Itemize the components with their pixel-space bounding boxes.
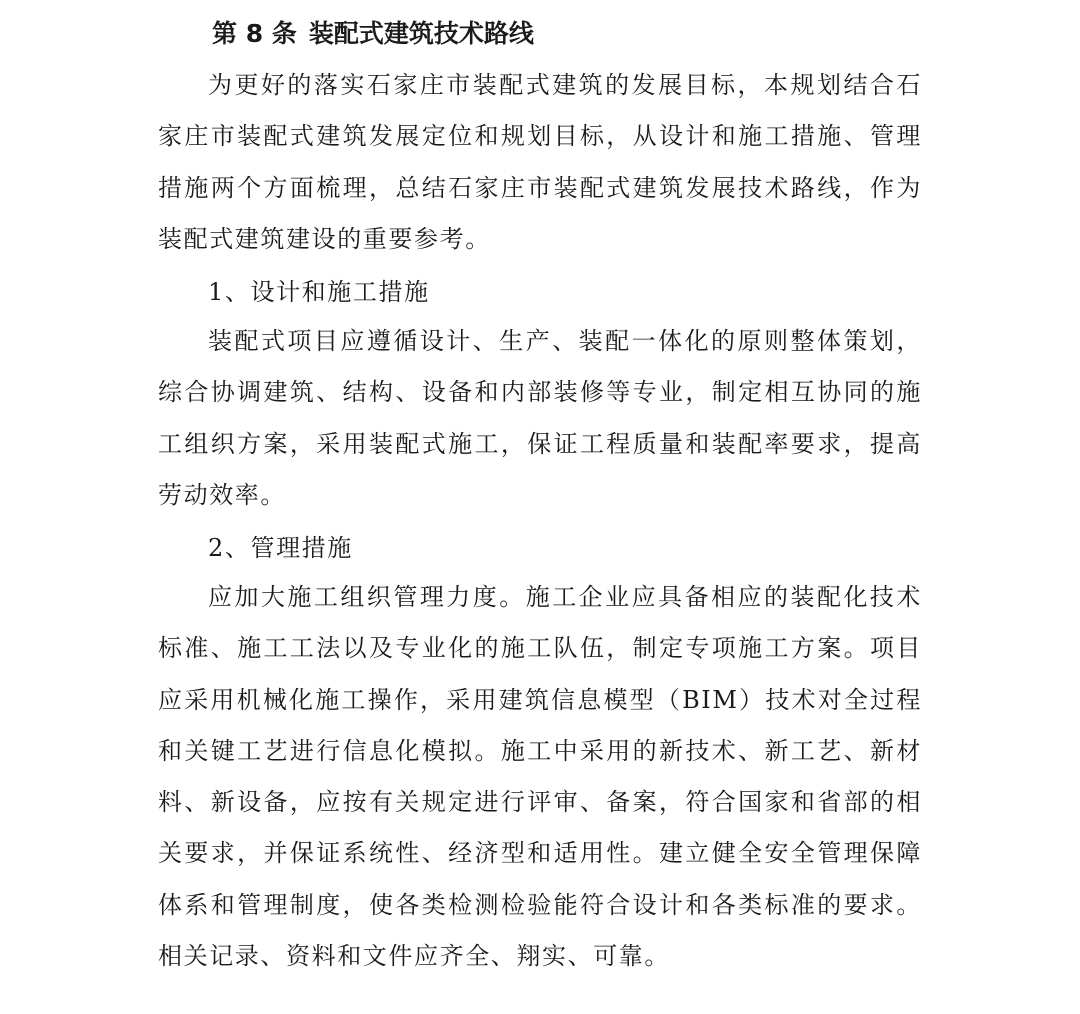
article-heading <box>212 12 534 56</box>
section-heading-management: 2、管理措施 <box>208 534 353 562</box>
section-heading-design-construction: 1、设计和施工措施 <box>208 278 430 306</box>
intro-paragraph: 为更好的落实石家庄市装配式建筑的发展目标，本规划结合石家庄市装配式建筑发展定位和规划目标，从设计和施工措施、管理措施两个方面梳理，总结石家庄市装配式建筑发展技术路线，作为装配式建筑建设的重要参考。 <box>158 71 922 253</box>
article-title: 装配式建筑技术路线 <box>308 19 534 48</box>
section-body-management: 应加大施工组织管理力度。施工企业应具备相应的装配化技术标准、施工工法以及专业化的施工队伍，制定专项施工方案。项目应采用机械化施工操作，采用建筑信息模型（BIM）技术对全过程和关键工艺进行信息化模拟。施工中采用的新技术、新工艺、新材料、新设备，应按有关规定进行评审、备案，符合国家和省部的相关要求，并保证系统性、经济型和适用性。建立健全安全管理保障体系和管理制度，使各类检测检验能符合设计和各类标准的要求。相关记录、资料和文件应齐全、翔实、可靠。 <box>158 583 922 971</box>
article-number: 第 8 条 <box>212 19 297 48</box>
section-body-design-construction: 装配式项目应遵循设计、生产、装配一体化的原则整体策划，综合协调建筑、结构、设备和内部装修等专业，制定相互协同的施工组织方案，采用装配式施工，保证工程质量和装配率要求，提高劳动效率。 <box>158 327 922 509</box>
